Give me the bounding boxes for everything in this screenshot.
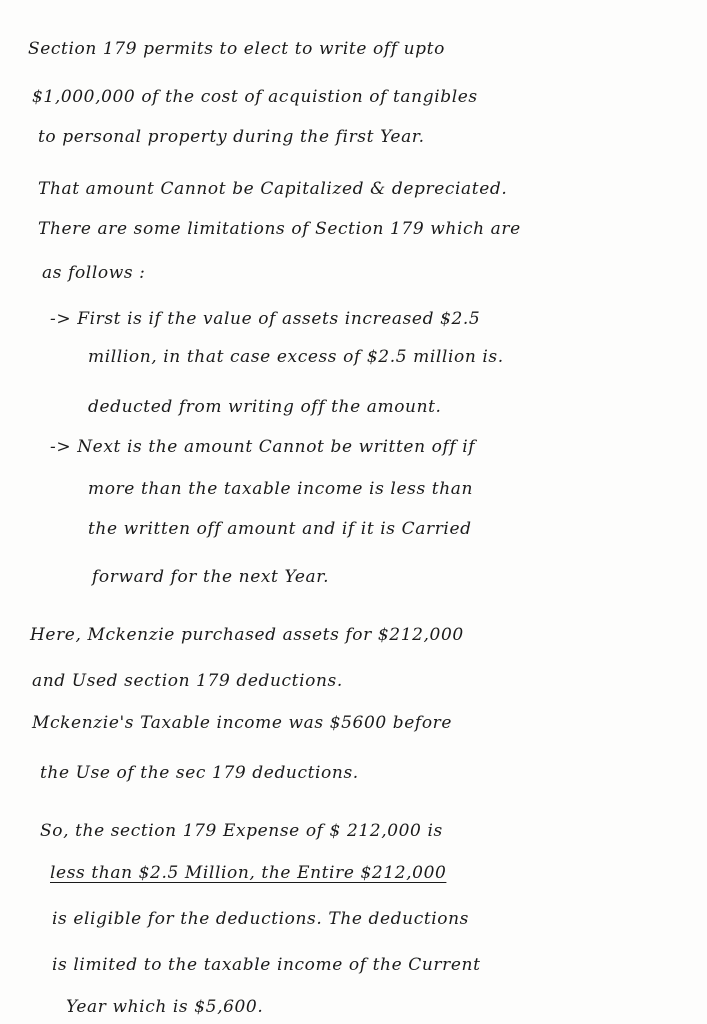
note-line-8: million, in that case excess of $2.5 million is.: [88, 347, 504, 367]
note-line-10: -> Next is the amount Cannot be written off if: [50, 437, 476, 457]
note-line-3: to personal property during the first Year.: [38, 127, 425, 147]
note-line-16: Mckenzie's Taxable income was $5600 before: [32, 713, 453, 733]
note-line-11: more than the taxable income is less than: [88, 479, 474, 499]
note-line-21: is limited to the taxable income of the Current: [52, 955, 481, 975]
note-line-14: Here, Mckenzie purchased assets for $212,000: [30, 625, 464, 645]
note-line-17: the Use of the sec 179 deductions.: [40, 763, 359, 783]
note-line-15: and Used section 179 deductions.: [32, 671, 343, 691]
note-line-1: Section 179 permits to elect to write off upto: [28, 39, 445, 59]
note-line-6: as follows :: [42, 263, 146, 283]
note-line-7: -> First is if the value of assets increased $2.5: [50, 309, 481, 329]
note-line-20: is eligible for the deductions. The deductions: [52, 909, 470, 929]
note-line-22: Year which is $5,600.: [66, 997, 264, 1017]
note-line-9: deducted from writing off the amount.: [88, 397, 442, 417]
note-line-19: less than $2.5 Million, the Entire $212,000: [50, 863, 447, 883]
note-line-4: That amount Cannot be Capitalized & depreciated.: [38, 179, 508, 199]
note-line-2: $1,000,000 of the cost of acquistion of tangibles: [32, 87, 478, 107]
note-line-12: the written off amount and if it is Carried: [88, 519, 472, 539]
note-line-5: There are some limitations of Section 179 which are: [38, 219, 521, 239]
note-line-13: forward for the next Year.: [92, 567, 330, 587]
note-line-18: So, the section 179 Expense of $ 212,000 is: [40, 821, 443, 841]
